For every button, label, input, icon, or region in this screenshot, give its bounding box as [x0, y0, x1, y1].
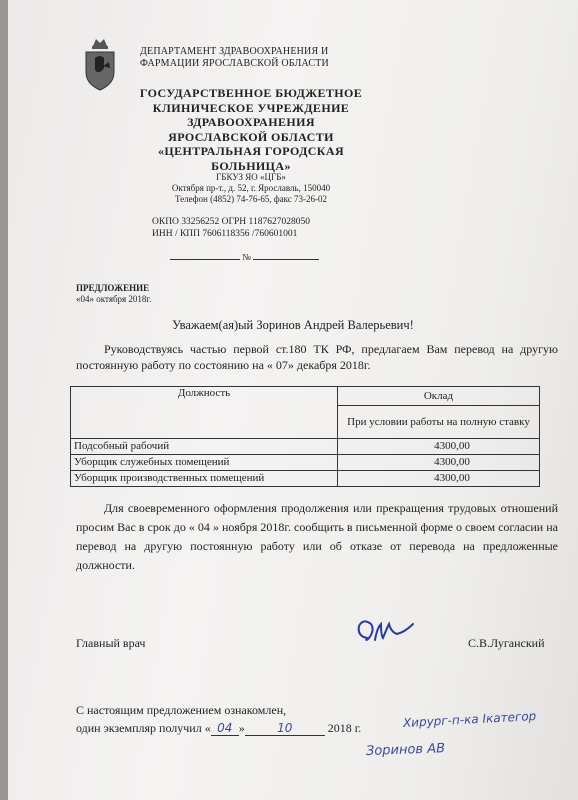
acknowledgement-line-2: один экземпляр получил « 04 » 10 2018 г.	[76, 721, 362, 735]
registration-codes	[152, 216, 310, 240]
table-row	[71, 439, 540, 455]
salary-cell: 4300,00	[338, 439, 540, 455]
table-row	[71, 471, 540, 487]
signatory-name: С.В.Луганский	[468, 636, 545, 650]
handwritten-day: 04	[211, 721, 239, 736]
address: Октября пр-т., д. 52, г. Ярославль, 150040	[171, 183, 331, 193]
table-row	[71, 455, 540, 471]
organization-contacts	[126, 172, 376, 205]
department-name: ДЕПАРТАМЕНТ ЗДРАВООХРАНЕНИЯ И ФАРМАЦИИ ЯРОСЛАВСКОЙ ОБЛАСТИ	[140, 46, 329, 69]
acknowledgement-line-1: С настоящим предложением ознакомлен,	[76, 703, 287, 717]
handwritten-signature-recipient: Зоринов АВ	[365, 741, 446, 759]
position-cell: Уборщик служебных помещений	[71, 455, 338, 471]
column-header-salary: Оклад	[338, 387, 540, 406]
column-header-position: Должность	[71, 387, 338, 439]
salary-cell: 4300,00	[338, 471, 540, 487]
proposal-date: «04» октября 2018г.	[76, 294, 152, 304]
paragraph-offer: Руководствуясь частью первой ст.180 ТК РФ, предлагаем Вам перевод на другую постоянную работу по состоянию на « 07» декабря 2018г.	[76, 342, 558, 372]
paragraph-deadline: Для своевременного оформления продолжения или прекращения трудовых отношений просим Вас в срок до « 04 » ноября 2018г. сообщить в письменной форме о своем согласии на перевод на другую постоянную работу или об отказе от перевода на предложенные должности.	[76, 501, 558, 572]
phone: Телефон (4852) 74-76-65, факс 73-26-02	[174, 194, 328, 204]
handwritten-month: 10	[245, 721, 325, 736]
organization-name: ГОСУДАРСТВЕННОЕ БЮДЖЕТНОЕ КЛИНИЧЕСКОЕ УЧРЕЖДЕНИЕ ЗДРАВООХРАНЕНИЯ ЯРОСЛАВСКОЙ ОБЛАСТИ «ЦЕНТРАЛЬНАЯ ГОРОДСКАЯ БОЛЬНИЦА»	[139, 86, 363, 173]
handwritten-signature-chief	[353, 614, 423, 654]
coat-of-arms-icon	[84, 36, 116, 92]
signatory-role: Главный врач	[76, 636, 146, 650]
positions-table	[70, 386, 540, 487]
short-name: ГБКУЗ ЯО «ЦГБ»	[216, 172, 286, 182]
document-sheet	[8, 0, 578, 800]
greeting: Уважаем(ая)ый Зоринов Андрей Валерьевич!	[172, 318, 414, 332]
handwritten-position: Хирург-п-ка Iкатегор	[402, 709, 537, 730]
document-number-line: №	[170, 252, 319, 262]
position-cell: Подсобный рабочий	[71, 439, 338, 455]
column-subheader-salary: При условии работы на полную ставку	[338, 406, 540, 439]
position-cell: Уборщик производственных помещений	[71, 471, 338, 487]
inn-line: ИНН / КПП 7606118356 /760601001	[152, 229, 298, 239]
proposal-title: ПРЕДЛОЖЕНИЕ	[76, 283, 150, 293]
okpo-line: ОКПО 33256252 ОГРН 1187627028050	[152, 217, 310, 227]
salary-cell: 4300,00	[338, 455, 540, 471]
